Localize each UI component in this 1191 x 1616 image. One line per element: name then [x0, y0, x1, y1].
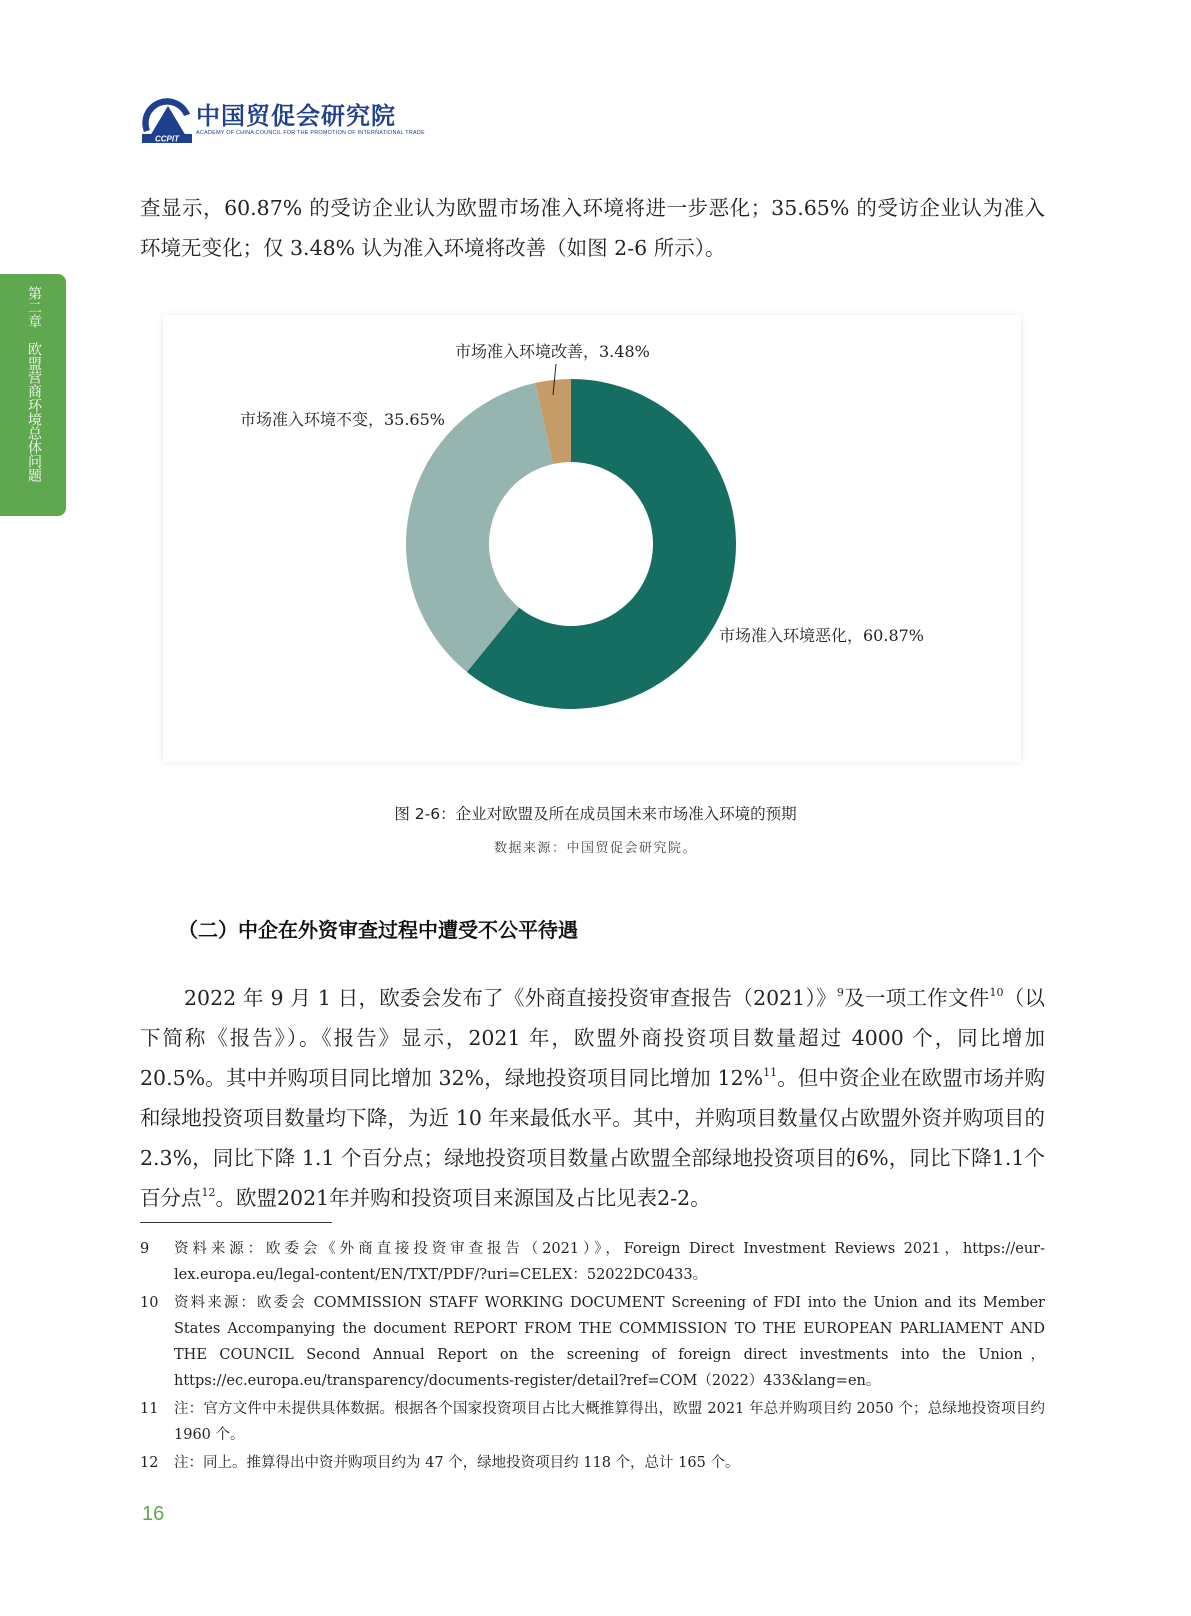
figure-source: 数据来源：中国贸促会研究院。 [493, 841, 697, 856]
footnote-divider [140, 1222, 332, 1223]
donut-chart [163, 315, 1021, 762]
logo-text-cn: 中国贸促会研究院 [196, 102, 396, 130]
footnote-item [140, 1450, 1045, 1476]
footnote-item [140, 1290, 1045, 1394]
logo-text-en: ACADEMY OF CHINA COUNCIL FOR THE PROMOTION OF INTERNATIONAL TRADE [196, 130, 425, 136]
footnote-item [140, 1236, 1045, 1288]
body-text-4: 。但中资企业在欧盟市场并购和绿地投资项目数量均下降，为近 10 年来最低水平。其中，并购项目数量仅占欧盟外资并购项目的 2.3%，同比下降 1.1 个百分点；绿地投资项目数量占欧盟全部绿地投资项目的6%，同比下降1.1个百分点 [140, 1066, 1045, 1210]
footnote-number: 9 [140, 1241, 150, 1257]
body-text-5: 。欧盟2021年并购和投资项目来源国及占比见表2-2。 [215, 1186, 711, 1210]
page-number: 16 [142, 1503, 165, 1525]
footnotes [140, 1236, 1045, 1478]
footnote-ref-10[interactable]: 10 [989, 986, 1004, 999]
footnote-text: 注：官方文件中未提供具体数据。根据各个国家投资项目占比大概推算得出，欧盟 2021 年总并购项目约 2050 个；总绿地投资项目约 1960 个。 [174, 1401, 1045, 1443]
section-heading: （二）中企在外资审查过程中遭受不公平待遇 [178, 918, 578, 942]
footnote-text: 注：同上。推算得出中资并购项目约为 47 个，绿地投资项目约 118 个，总计 165 个。 [174, 1455, 740, 1471]
footnote-number: 11 [140, 1401, 159, 1417]
figure-caption: 图 2-6：企业对欧盟及所在成员国未来市场准入环境的预期 [394, 805, 797, 823]
footnote-ref-12[interactable]: 12 [201, 1186, 216, 1199]
footnote-ref-9[interactable]: 9 [836, 986, 844, 999]
intro-paragraph: 查显示，60.87% 的受访企业认为欧盟市场准入环境将进一步恶化；35.65% 的受访企业认为准入环境无变化；仅 3.48% 认为准入环境将改善（如图 2-6 所示）。 [140, 196, 1045, 260]
footnote-number: 10 [140, 1295, 159, 1311]
chapter-side-tab-label: 第二章 欧盟营商环境总体问题 [26, 286, 42, 482]
ccpit-logo-icon [140, 94, 194, 144]
body-text-1: 2022 年 9 月 1 日，欧委会发布了《外商直接投资审查报告（2021）》 [184, 986, 837, 1010]
footnote-item [140, 1396, 1045, 1448]
label-worsen: 市场准入环境恶化，60.87% [719, 626, 925, 645]
footnote-text: 资料来源：欧委会《外商直接投资审查报告（2021）》，Foreign Direct Investment Reviews 2021，https://eur-lex.europa.eu/legal-content/EN/TXT/PDF/?uri=CELEX：52022DC0433。 [174, 1241, 1045, 1283]
chapter-side-tab [0, 274, 66, 516]
label-unchanged: 市场准入环境不变，35.65% [239, 410, 445, 429]
label-improve: 市场准入环境改善，3.48% [455, 342, 650, 361]
footnote-number: 12 [140, 1455, 159, 1471]
ccpit-logo [140, 94, 425, 144]
donut-chart-panel [163, 315, 1021, 762]
footnote-text: 资料来源：欧委会 COMMISSION STAFF WORKING DOCUMENT Screening of FDI into the Union and its Member States Accompanying the document REPORT FROM THE COMMISSION TO THE EUROPEAN PARLIAMENT AND THE COUNCIL Second Annual Report on the screening of foreign direct investments into the Union，https://ec.europa.eu/transparency/documents-register/detail?ref=COM（2022）433&lang=en。 [174, 1295, 1045, 1389]
logo-mark-text: CCPIT [155, 134, 179, 144]
body-text-3: （以下简称《报告》）。《报告》显示，2021 年，欧盟外商投资项目数量超过 4000 个，同比增加 20.5%。其中并购项目同比增加 32%，绿地投资项目同比增加 12% [140, 986, 1046, 1090]
body-text-2: 及一项工作文件 [843, 986, 990, 1010]
body-paragraph [140, 978, 1045, 1218]
footnote-ref-11[interactable]: 11 [763, 1066, 778, 1079]
